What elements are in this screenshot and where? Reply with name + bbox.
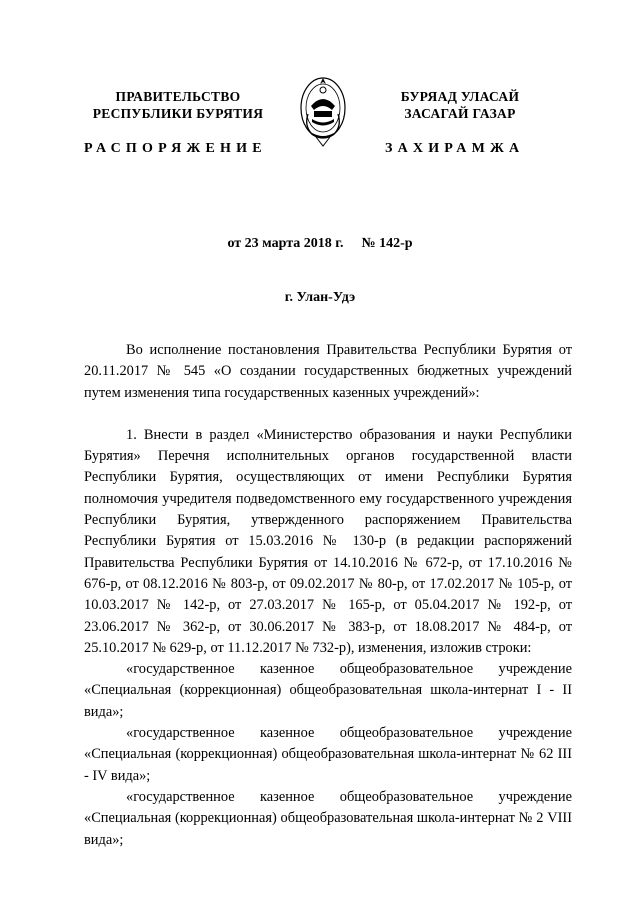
decree-body (84, 340, 572, 851)
coat-of-arms-icon (298, 70, 348, 150)
doc-type-russian: РАСПОРЯЖЕНИЕ (84, 141, 267, 156)
item-1-paragraph: 1. Внести в раздел «Министерство образования и науки Республики Бурятия» Перечня исполнительных органов государственной власти Республики Бурятия, осуществляющих от имени Республики Бурятия полномочия учредителя подведомственного ему государственного учреждения Республики Бурятия, утвержденного распоряжением Правительства Республики Бурятия от 15.03.2016 № 130-р (в редакции распоряжений Правительства Республики Бурятия от 14.10.2016 № 672-р, от 17.10.2016 № 676-р, от 08.12.2016 № 803-р, от 09.02.2017 № 80-р, от 17.02.2017 № 105-р, от 10.03.2017 № 142-р, от 27.03.2017 № 165-р, от 05.04.2017 № 192-р, от 23.06.2017 № 362-р, от 30.06.2017 № 383-р, от 18.08.2017 № 484-р, от 25.10.2017 № 629-р, от 11.12.2017 № 732-р), изменения, изложив строки: (84, 426, 572, 656)
preamble-paragraph: Во исполнение постановления Правительства Республики Бурятия от 20.11.2017 № 545 «О создании государственных бюджетных учреждений путем изменения типа государственных казенных учреждений»: (84, 342, 572, 401)
decree-date-number (0, 236, 640, 252)
decree-number: № 142-р (361, 236, 413, 251)
left-org-name: ПРАВИТЕЛЬСТВО РЕСПУБЛИКИ БУРЯТИЯ (92, 89, 264, 121)
quoted-line-1: «государственное казенное общеобразовательное учреждение «Специальная (коррекционная) общеобразовательная школа-интернат I - II вида»; (84, 661, 572, 720)
right-org-name: БУРЯАД УЛАСАЙ ЗАСАГАЙ ГАЗАР (400, 89, 520, 121)
quoted-line-2: «государственное казенное общеобразовательное учреждение «Специальная (коррекционная) общеобразовательная школа-интернат № 62 III - IV вида»; (84, 725, 572, 784)
decree-date: от 23 марта 2018 г. (227, 236, 344, 251)
doc-type-buryat: ЗАХИРАМЖА (385, 141, 525, 156)
quoted-line-3: «государственное казенное общеобразовательное учреждение «Специальная (коррекционная) общеобразовательная школа-интернат № 2 VIII вида»; (84, 788, 572, 848)
decree-city: г. Улан-Удэ (284, 290, 356, 305)
